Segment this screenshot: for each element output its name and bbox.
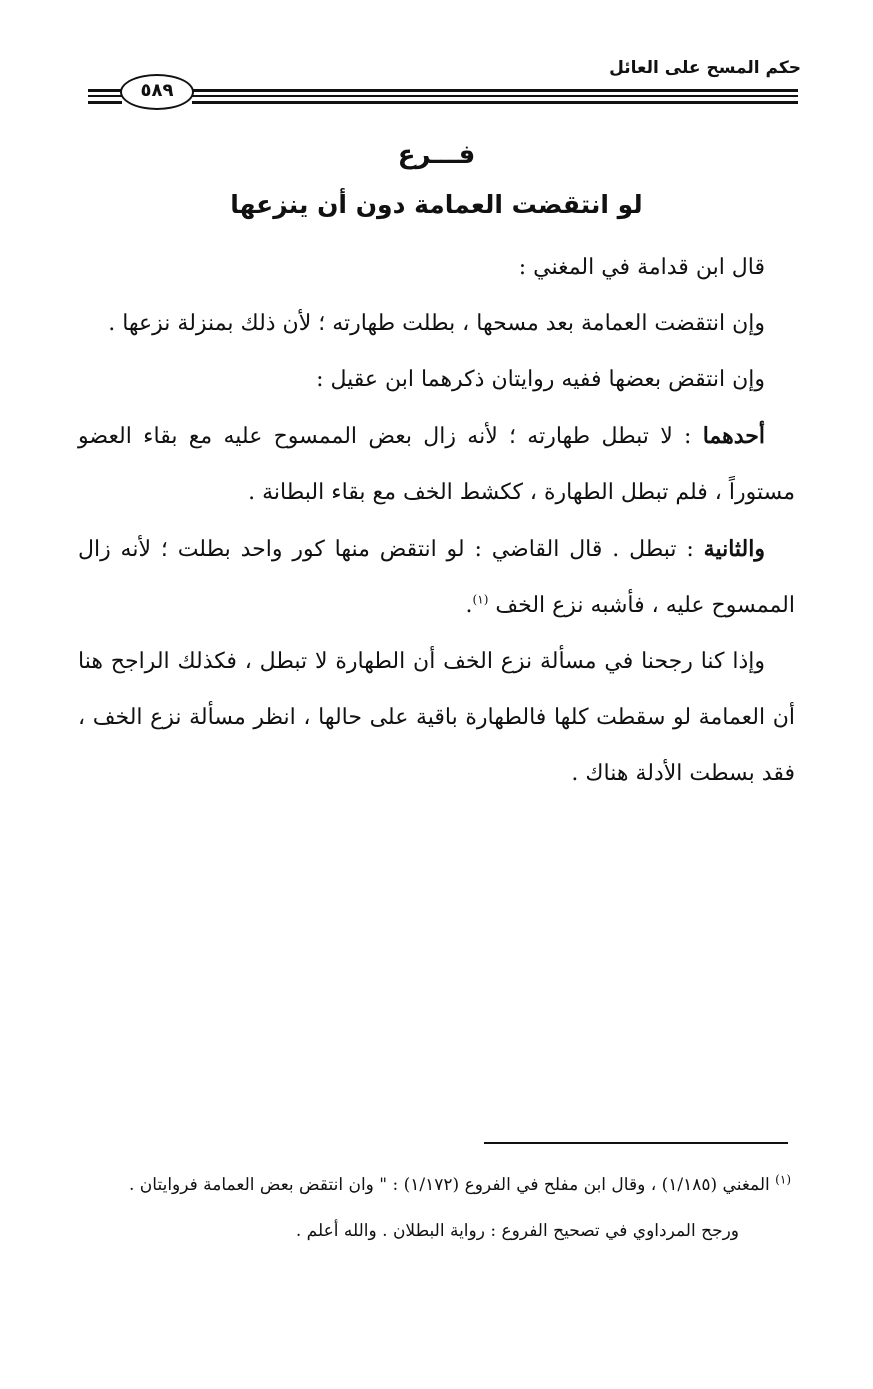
header-rule xyxy=(88,95,122,97)
paragraph: وإن انتقضت العمامة بعد مسحها ، بطلت طهارته ؛ لأن ذلك بمنزلة نزعها . xyxy=(108,311,765,336)
section-subheading: لو انتقضت العمامة دون أن ينزعها xyxy=(230,190,643,219)
page-number: ٥٨٩ xyxy=(120,74,194,110)
paragraph-text: . xyxy=(465,593,473,618)
section-heading: فـــرع xyxy=(397,140,476,170)
paragraph-text: : تبطل . قال القاضي : لو انتقض منها كور واحد بطلت ؛ لأنه زال الممسوح عليه ، فأشبه نزع الخف xyxy=(78,537,795,618)
paragraph: وإذا كنا رجحنا في مسألة نزع الخف أن الطهارة لا تبطل ، فكذلك الراجح هنا أن العمامة لو سقطت كلها فالطهارة باقية على حالها ، انظر مسألة نزع الخف ، فقد بسطت الأدلة هناك . xyxy=(78,649,795,786)
footnote-text: المغني (١/١٨٥) ، وقال ابن مفلح في الفروع (١/١٧٢) : " وان انتقض بعض العمامة فروايتان . xyxy=(128,1175,776,1195)
header-rule xyxy=(192,89,798,92)
paragraph xyxy=(78,408,795,521)
footnote-marker: (١) xyxy=(472,592,489,607)
paragraph xyxy=(78,521,795,634)
header-rule xyxy=(192,101,798,104)
paragraph: وإن انتقض بعضها ففيه روايتان ذكرهما ابن عقيل : xyxy=(316,367,765,392)
paragraph: قال ابن قدامة في المغني : xyxy=(518,255,765,280)
paragraph-lead: أحدهما xyxy=(702,423,765,449)
footnote-marker: (١) xyxy=(775,1172,791,1187)
header-rule xyxy=(88,89,122,92)
running-title: حكم المسح على العائل xyxy=(609,58,801,78)
paragraph-lead: والثانية xyxy=(703,536,765,562)
body-text xyxy=(78,240,795,802)
paragraph-text: : لا تبطل طهارته ؛ لأنه زال بعض الممسوح عليه مع بقاء العضو مستوراً ، فلم تبطل الطهارة ، ككشط الخف مع بقاء البطانة . xyxy=(78,424,795,505)
footnote-separator xyxy=(484,1142,788,1144)
footnote-continuation: ورجح المرداوي في تصحيح الفروع : رواية البطلان . والله أعلم . xyxy=(295,1221,739,1241)
footnotes xyxy=(70,1162,791,1254)
header-rule xyxy=(192,95,798,97)
footnote xyxy=(70,1162,791,1208)
header-rule xyxy=(88,101,122,104)
